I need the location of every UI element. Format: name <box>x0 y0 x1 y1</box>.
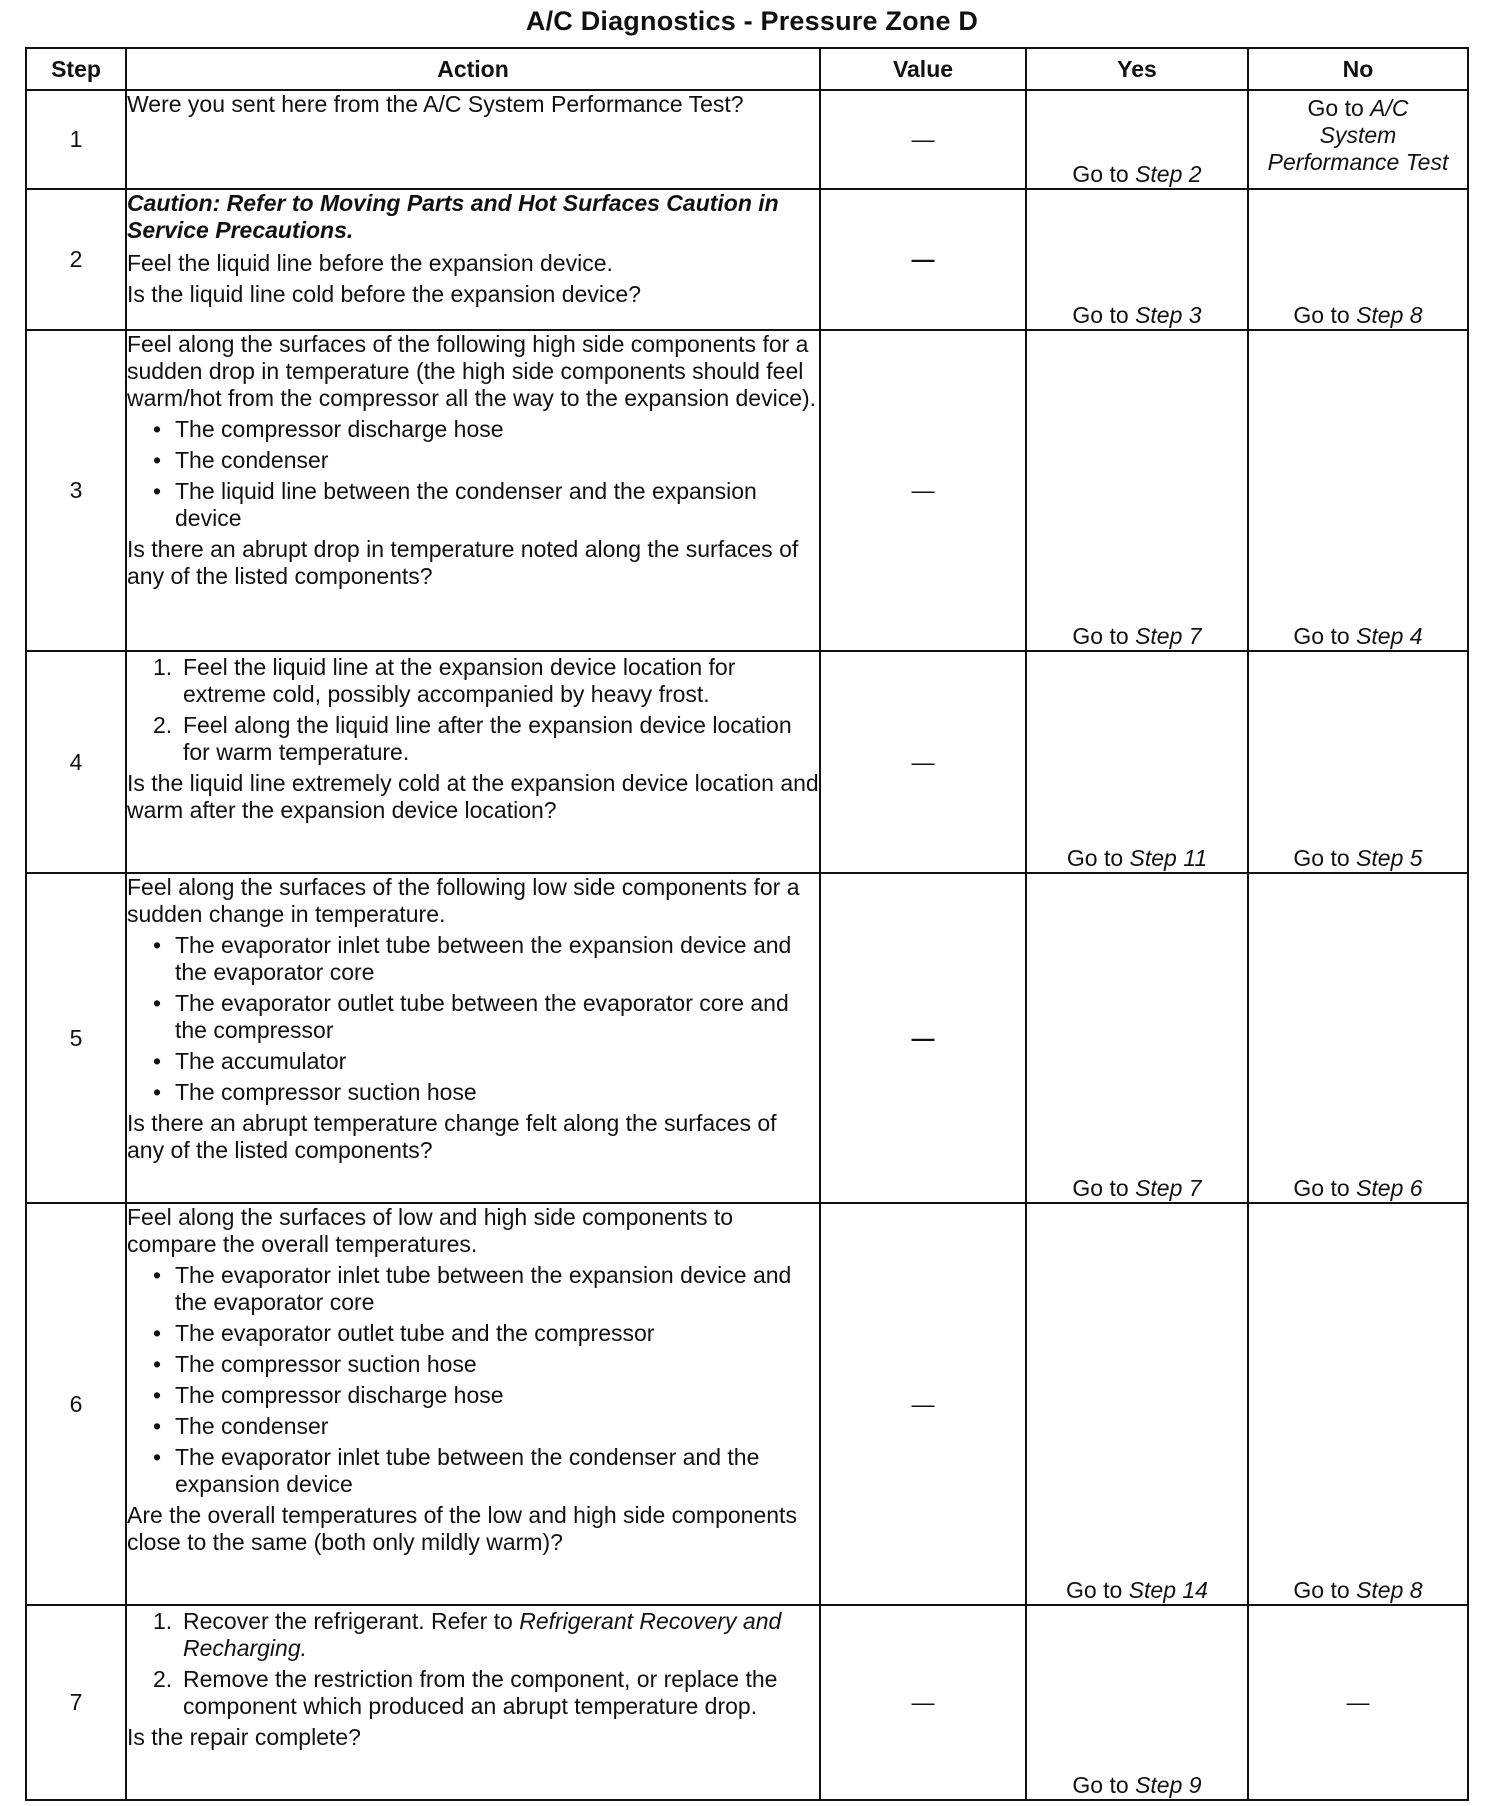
yes-cell <box>1026 330 1248 651</box>
yes-step-link[interactable]: Step 11 <box>1129 845 1208 871</box>
step-number: 6 <box>26 1203 126 1605</box>
table-row <box>26 330 1468 651</box>
no-cell <box>1248 330 1468 651</box>
value-dash: — <box>911 1689 935 1715</box>
value-dash: — <box>911 126 935 152</box>
question-text: Is the liquid line extremely cold at the expansion device location and warm after the expansion device location? <box>127 770 819 823</box>
yes-step-link[interactable]: Step 14 <box>1128 1577 1208 1603</box>
caution-text: Caution: Refer to Moving Parts and Hot Surfaces Caution in Service Precautions. <box>127 190 779 243</box>
goto-prefix: Go to <box>1293 302 1357 328</box>
list-item: • The evaporator outlet tube and the compressor <box>127 1320 819 1347</box>
step-number: 3 <box>26 330 126 651</box>
value-cell <box>820 189 1026 330</box>
value-dash: — <box>911 1390 935 1417</box>
header-no: No <box>1248 48 1468 90</box>
no-ref-link[interactable]: System <box>1319 122 1397 148</box>
action-text: Feel along the surfaces of the following low side components for a sudden change in temperature. <box>127 874 800 927</box>
goto-prefix: Go to <box>1293 1175 1357 1201</box>
list-item: • The compressor suction hose <box>127 1079 819 1106</box>
no-dash: — <box>1346 1689 1370 1715</box>
no-step-link[interactable]: Step 4 <box>1356 623 1423 649</box>
list-item: • The compressor discharge hose <box>127 416 819 443</box>
reference-link[interactable]: Refrigerant Recovery and Recharging. <box>183 1608 782 1661</box>
action-cell <box>126 873 820 1203</box>
page-title: A/C Diagnostics - Pressure Zone D <box>525 6 979 36</box>
action-cell <box>126 90 820 189</box>
list-item <box>127 654 819 708</box>
goto-prefix: Go to <box>1072 1175 1136 1201</box>
item-number: 2. <box>153 1666 173 1692</box>
value-dash: — <box>911 477 935 503</box>
step-number: 2 <box>26 189 126 330</box>
value-cell <box>820 651 1026 873</box>
list-item: • The accumulator <box>127 1048 819 1075</box>
yes-cell <box>1026 1605 1248 1800</box>
no-step-link[interactable]: Step 8 <box>1356 302 1423 328</box>
no-ref-link[interactable]: A/C <box>1370 95 1409 121</box>
value-cell <box>820 1605 1026 1800</box>
value-cell <box>820 330 1026 651</box>
value-dash: — <box>911 748 935 775</box>
no-step-link[interactable]: Step 5 <box>1356 845 1423 871</box>
component-list <box>127 932 819 1106</box>
table-row <box>26 189 1468 330</box>
action-cell <box>126 651 820 873</box>
value-cell <box>820 873 1026 1203</box>
goto-prefix: Go to <box>1072 302 1136 328</box>
question-text: Are the overall temperatures of the low and high side components close to the same (both only mildly warm)? <box>127 1502 797 1555</box>
header-row <box>26 48 1468 90</box>
question-text: Is there an abrupt temperature change felt along the surfaces of any of the listed components? <box>127 1110 777 1163</box>
list-item: • The condenser <box>127 447 819 474</box>
table-row <box>26 651 1468 873</box>
no-step-link[interactable]: Step 8 <box>1356 1577 1423 1603</box>
list-item: • The compressor suction hose <box>127 1351 819 1378</box>
value-dash: — <box>911 246 935 272</box>
action-cell <box>126 189 820 330</box>
goto-prefix: Go to <box>1293 845 1357 871</box>
item-number: 2. <box>153 712 173 738</box>
header-yes: Yes <box>1026 48 1248 90</box>
goto-prefix: Go to <box>1066 845 1130 871</box>
numbered-list <box>127 654 819 766</box>
yes-cell <box>1026 1203 1248 1605</box>
value-dash: — <box>911 1024 935 1051</box>
numbered-list <box>127 1608 819 1720</box>
list-item: • The evaporator inlet tube between the expansion device and the evaporator core <box>127 1262 819 1316</box>
yes-cell <box>1026 873 1248 1203</box>
no-cell <box>1248 651 1468 873</box>
no-goto-prefix: Go to <box>1307 95 1371 121</box>
goto-prefix: Go to <box>1066 1577 1129 1603</box>
question-text: Is the repair complete? <box>127 1724 361 1750</box>
table-row <box>26 1203 1468 1605</box>
step-number: 4 <box>26 651 126 873</box>
step-number: 1 <box>26 90 126 189</box>
goto-prefix: Go to <box>1072 1772 1136 1798</box>
action-text: Feel along the surfaces of the following high side components for a sudden drop in temperature (the high side components should feel warm/hot from the compressor all the way to the expansion device). <box>127 331 817 411</box>
yes-cell <box>1026 90 1248 189</box>
yes-cell <box>1026 189 1248 330</box>
list-item: • The evaporator outlet tube between the evaporator core and the compressor <box>127 990 819 1044</box>
action-cell <box>126 1605 820 1800</box>
header-action: Action <box>126 48 820 90</box>
question-text: Is the liquid line cold before the expansion device? <box>127 281 642 307</box>
step-number: 5 <box>26 873 126 1203</box>
item-text: Recover the refrigerant. Refer to <box>183 1608 520 1634</box>
goto-prefix: Go to <box>1293 623 1357 649</box>
list-item <box>127 1666 819 1720</box>
action-cell <box>126 1203 820 1605</box>
table-row <box>26 873 1468 1203</box>
header-value: Value <box>820 48 1026 90</box>
no-cell <box>1248 1605 1468 1800</box>
question-text: Is there an abrupt drop in temperature noted along the surfaces of any of the listed components? <box>127 536 799 589</box>
component-list <box>127 416 819 532</box>
action-text: Feel along the surfaces of low and high side components to compare the overall temperatures. <box>127 1204 734 1257</box>
item-number: 1. <box>153 1608 173 1634</box>
yes-step-link[interactable]: Step 2 <box>1135 161 1202 187</box>
item-text: Feel along the liquid line after the expansion device location for warm temperature. <box>183 712 792 765</box>
list-item: • The condenser <box>127 1413 819 1440</box>
list-item: • The evaporator inlet tube between the expansion device and the evaporator core <box>127 932 819 986</box>
yes-step-link[interactable]: Step 7 <box>1135 1175 1202 1201</box>
action-cell <box>126 330 820 651</box>
action-text: Were you sent here from the A/C System Performance Test? <box>127 91 744 117</box>
action-text: Feel the liquid line before the expansion device. <box>127 250 613 276</box>
goto-prefix: Go to <box>1072 623 1136 649</box>
no-cell <box>1248 1203 1468 1605</box>
item-text: Remove the restriction from the component, or replace the component which produced an abrupt temperature drop. <box>183 1666 778 1719</box>
yes-step-link[interactable]: Step 3 <box>1135 302 1202 328</box>
list-item <box>127 1608 819 1662</box>
item-text: Feel the liquid line at the expansion device location for extreme cold, possibly accompanied by heavy frost. <box>183 654 736 707</box>
diagnostic-table <box>25 47 1469 1801</box>
list-item <box>127 712 819 766</box>
list-item: • The liquid line between the condenser and the expansion device <box>127 478 819 532</box>
table-row <box>26 1605 1468 1800</box>
yes-step-link[interactable]: Step 9 <box>1135 1772 1202 1798</box>
no-step-link[interactable]: Step 6 <box>1356 1175 1423 1201</box>
value-cell <box>820 90 1026 189</box>
table-row <box>26 90 1468 189</box>
no-cell <box>1248 873 1468 1203</box>
yes-step-link[interactable]: Step 7 <box>1135 623 1202 649</box>
goto-prefix: Go to <box>1293 1577 1357 1603</box>
list-item: • The compressor discharge hose <box>127 1382 819 1409</box>
step-number: 7 <box>26 1605 126 1800</box>
no-ref-link[interactable]: Performance Test <box>1267 149 1449 175</box>
list-item: • The evaporator inlet tube between the condenser and the expansion device <box>127 1444 819 1498</box>
item-number: 1. <box>153 654 173 680</box>
value-cell <box>820 1203 1026 1605</box>
goto-prefix: Go to <box>1072 161 1136 187</box>
no-cell <box>1248 90 1468 189</box>
header-step: Step <box>26 48 126 90</box>
no-cell <box>1248 189 1468 330</box>
yes-cell <box>1026 651 1248 873</box>
component-list <box>127 1262 819 1498</box>
